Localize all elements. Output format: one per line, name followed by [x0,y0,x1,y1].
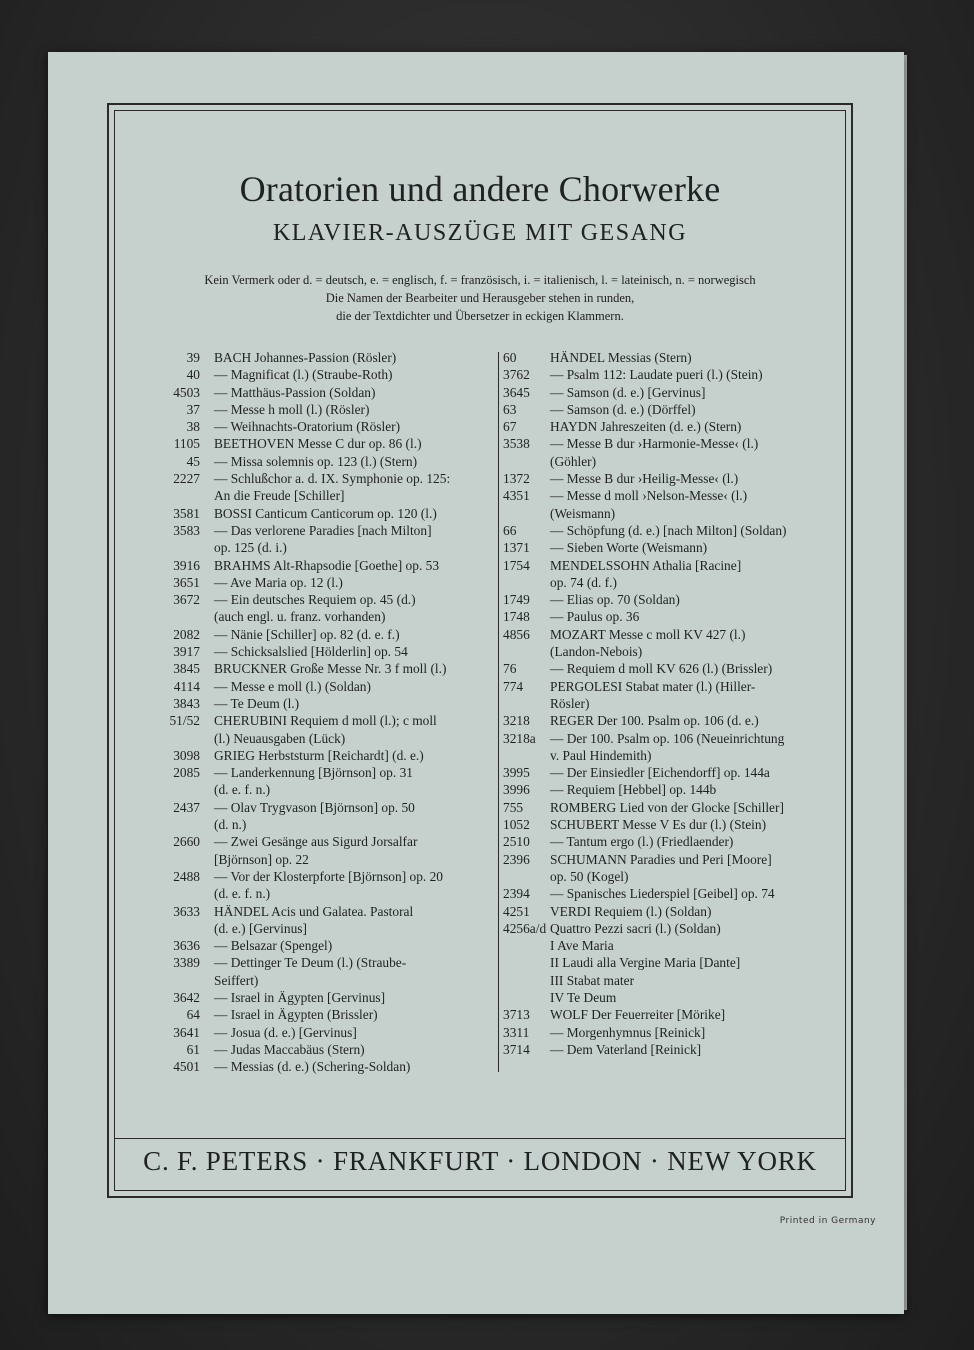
catalog-entry [503,505,839,522]
catalog-number: 774 [503,678,524,694]
catalog-number: 37 [186,401,200,417]
work-title: v. Paul Hindemith) [550,747,652,763]
work-title: (Weismann) [550,505,616,521]
catalog-number: 63 [503,401,517,417]
catalog-number: 64 [186,1007,200,1023]
catalog-number: 3672 [173,592,200,608]
catalog-number [140,487,200,504]
catalog-number [503,574,536,591]
catalog-entry [503,626,839,643]
work-title: — Judas Maccabäus (Stern) [214,1041,365,1057]
catalog-entry [503,1041,839,1058]
work-title: — Schlußchor a. d. IX. Symphonie op. 125: [214,471,451,487]
work-title: BACH Johannes-Passion (Rösler) [214,350,397,365]
catalog-number: 3218 [503,713,530,729]
catalog-number: 2510 [503,834,530,850]
catalog-entry [503,730,839,747]
work-title: BRUCKNER Große Messe Nr. 3 f moll (l.) [214,661,447,677]
catalog-number: 1754 [503,557,530,573]
work-title: IV Te Deum [550,989,617,1005]
catalog-number: 2396 [503,851,530,867]
catalog-number [503,747,536,764]
column-divider [498,352,499,1072]
catalog-number: 39 [186,350,200,365]
work-title: — Ein deutsches Requiem op. 45 (d.) [214,592,416,608]
catalog-entry [503,401,839,418]
catalog-number [140,816,200,833]
catalog-number: 3098 [173,747,200,763]
work-title: — Landerkennung [Björnson] op. 31 [214,765,413,781]
work-title: MOZART Messe c moll KV 427 (l.) [550,626,746,642]
catalog-entry [140,747,496,764]
note-line: Die Namen der Bearbeiter und Herausgeber stehen in runden, [325,291,635,305]
work-title: [Björnson] op. 22 [214,851,309,867]
catalog-number: 2082 [173,626,200,642]
work-title: — Requiem [Hebbel] op. 144b [550,782,717,798]
catalog-entry [503,937,839,954]
work-title: — Das verlorene Paradies [nach Milton] [214,522,432,538]
work-title: BRAHMS Alt-Rhapsodie [Goethe] op. 53 [214,557,440,573]
catalog-number: 1371 [503,540,530,556]
work-title: PERGOLESI Stabat mater (l.) (Hiller- [550,678,756,694]
catalog-entry [140,384,496,401]
catalog-entry [503,349,839,366]
work-title: II Laudi alla Vergine Maria [Dante] [550,955,741,971]
catalog-entry [503,920,839,937]
catalog-entry [140,1041,496,1058]
catalog-entry [140,591,496,608]
catalog-number [140,539,200,556]
work-title: — Vor der Klosterpforte [Björnson] op. 20 [214,868,443,884]
note-line: Kein Vermerk oder d. = deutsch, e. = englisch, f. = französisch, i. = italienisch, l. = lateinisch, n. = norwegisch [204,273,756,287]
catalog-entry [503,1006,839,1023]
catalog-number: 3218a [503,730,536,746]
catalog-entry [503,418,839,435]
note-line: die der Textdichter und Übersetzer in eckigen Klammern. [336,309,624,323]
catalog-entry [503,833,839,850]
catalog-entry [140,366,496,383]
catalog-entry [140,781,496,798]
work-title: (auch engl. u. franz. vorhanden) [214,609,386,625]
catalog-number [503,937,536,954]
work-title: — Spanisches Liederspiel [Geibel] op. 74 [550,886,775,902]
work-title: — Der 100. Psalm op. 106 (Neueinrichtung [550,730,785,746]
work-title: — Schicksalslied [Hölderlin] op. 54 [214,644,408,660]
catalog-entry [140,764,496,781]
catalog-entry [140,418,496,435]
catalog-number: 3843 [173,695,200,711]
catalog-entry [140,626,496,643]
work-title: — Schöpfung (d. e.) [nach Milton] (Soldan) [550,522,787,538]
work-title: VERDI Requiem (l.) (Soldan) [550,903,712,919]
work-title: — Messe B dur ›Heilig-Messe‹ (l.) [550,471,739,487]
catalog-number: 2227 [173,471,200,487]
catalog-entry [503,868,839,885]
work-title: HAYDN Jahreszeiten (d. e.) (Stern) [550,419,742,435]
catalog-entry [503,764,839,781]
catalog-number: 51/52 [169,713,200,729]
catalog-number: 3642 [173,989,200,1005]
catalog-entry [503,954,839,971]
catalog-number: 3651 [173,574,200,590]
catalog-number [503,868,536,885]
catalog-number [503,505,536,522]
work-title: — Missa solemnis op. 123 (l.) (Stern) [214,453,418,469]
work-title: ROMBERG Lied von der Glocke [Schiller] [550,799,784,815]
catalog-number: 1052 [503,817,530,833]
catalog-number: 3917 [173,644,200,660]
catalog-entry [140,695,496,712]
catalog-entry [140,522,496,539]
work-title: — Josua (d. e.) [Gervinus] [214,1024,357,1040]
catalog-number: 1749 [503,592,530,608]
catalog-number: 3311 [503,1024,530,1040]
catalog-entry [140,539,496,556]
work-title: — Israel in Ägypten (Brissler) [214,1007,378,1023]
catalog-number: 3538 [503,436,530,452]
work-title: CHERUBINI Requiem d moll (l.); c moll [214,713,437,729]
catalog-number [140,972,200,989]
catalog-entry [140,920,496,937]
work-title: BOSSI Canticum Canticorum op. 120 (l.) [214,505,437,521]
catalog-number [140,851,200,868]
work-title: — Dem Vaterland [Reinick] [550,1041,702,1057]
catalog-number: 3581 [173,505,200,521]
catalog-number: 4503 [173,384,200,400]
catalog-number: 4251 [503,903,530,919]
catalog-entry [140,730,496,747]
catalog-entry [503,574,839,591]
work-title: — Samson (d. e.) (Dörffel) [550,401,696,417]
catalog-number [503,695,536,712]
work-title: (d. e. f. n.) [214,886,271,902]
work-title: WOLF Der Feuerreiter [Mörike] [550,1007,726,1023]
catalog-entry [503,435,839,452]
catalog-entry [503,660,839,677]
catalog-number: 45 [186,453,200,469]
catalog-number: 40 [186,367,200,383]
catalog-entry [140,608,496,625]
catalog-number: 60 [503,350,517,365]
work-title: Rösler) [550,695,590,711]
catalog-entry [503,608,839,625]
catalog-number: 4351 [503,488,530,504]
catalog-entry [140,799,496,816]
catalog-entry [503,678,839,695]
work-title: op. 125 (d. i.) [214,540,287,556]
catalog-number: 3996 [503,782,530,798]
catalog-entry [140,557,496,574]
catalog-number: 3916 [173,557,200,573]
publisher-line: C. F. PETERS · FRANKFURT · LONDON · NEW YORK [143,1146,817,1176]
catalog-entry [503,989,839,1006]
catalog-number: 2394 [503,886,530,902]
catalog-number: 3636 [173,938,200,954]
catalog-entry [503,487,839,504]
work-title: — Ave Maria op. 12 (l.) [214,574,343,590]
work-title: (Göhler) [550,453,597,469]
catalog-entry [503,384,839,401]
catalog-entry [503,557,839,574]
catalog-number: 2437 [173,799,200,815]
work-title: — Morgenhymnus [Reinick] [550,1024,706,1040]
catalog-entry [503,799,839,816]
catalog-entry [140,868,496,885]
work-title: SCHUBERT Messe V Es dur (l.) (Stein) [550,817,767,833]
catalog-number: 3641 [173,1024,200,1040]
catalog-number: 755 [503,799,524,815]
page-title: Oratorien und andere Chorwerke [239,169,721,209]
catalog-number: 3645 [503,384,530,400]
work-title: — Dettinger Te Deum (l.) (Straube- [214,955,407,971]
work-title: I Ave Maria [550,938,614,954]
catalog-entry [503,1024,839,1041]
catalog-number: 4501 [173,1059,200,1075]
catalog-entry [140,1058,496,1075]
catalog-entry [140,470,496,487]
work-title: — Messe h moll (l.) (Rösler) [214,401,370,417]
catalog-entry [503,747,839,764]
catalog-entry [140,574,496,591]
work-title: — Der Einsiedler [Eichendorff] op. 144a [550,765,770,781]
catalog-number [140,781,200,798]
catalog-right-column [503,349,839,1058]
catalog-entry [503,972,839,989]
work-title: — Matthäus-Passion (Soldan) [214,384,376,400]
catalog-number: 3389 [173,955,200,971]
catalog-number [503,453,536,470]
catalog-entry [140,453,496,470]
catalog-number: 76 [503,661,517,677]
catalog-number [503,972,536,989]
footer-rule [114,1138,846,1139]
catalog-number [140,885,200,902]
catalog-number: 3633 [173,903,200,919]
work-title: — Messe B dur ›Harmonie-Messe‹ (l.) [550,436,759,452]
catalog-number [503,989,536,1006]
work-title: HÄNDEL Acis und Galatea. Pastoral [214,903,414,919]
catalog-entry [140,903,496,920]
catalog-entry [503,643,839,660]
catalog-entry [503,851,839,868]
catalog-number: 4114 [173,678,200,694]
work-title: BEETHOVEN Messe C dur op. 86 (l.) [214,436,422,452]
work-title: — Olav Trygvason [Björnson] op. 50 [214,799,415,815]
work-title: GRIEG Herbststurm [Reichardt] (d. e.) [214,747,424,763]
catalog-entry [140,989,496,1006]
catalog-entry [140,937,496,954]
work-title: — Israel in Ägypten [Gervinus] [214,989,386,1005]
work-title: HÄNDEL Messias (Stern) [550,350,692,365]
work-title: — Messe d moll ›Nelson-Messe‹ (l.) [550,488,748,504]
catalog-entry [140,401,496,418]
catalog-number: 3762 [503,367,530,383]
catalog-entry [140,1024,496,1041]
catalog-entry [140,643,496,660]
catalog-number: 3995 [503,765,530,781]
work-title: — Te Deum (l.) [214,695,300,711]
catalog-number: 66 [503,522,517,538]
catalog-entry [503,591,839,608]
work-title: — Magnificat (l.) (Straube-Roth) [214,367,393,383]
catalog-number [140,920,200,937]
work-title: — Sieben Worte (Weismann) [550,540,708,556]
catalog-number [140,608,200,625]
catalog-number: 3583 [173,522,200,538]
catalog-entry [503,781,839,798]
catalog-entry [503,470,839,487]
work-title: — Elias op. 70 (Soldan) [550,592,680,608]
catalog-entry [140,660,496,677]
catalog-entry [140,816,496,833]
work-title: — Psalm 112: Laudate pueri (l.) (Stein) [550,367,763,383]
work-title: — Messe e moll (l.) (Soldan) [214,678,371,694]
catalog-number: 2660 [173,834,200,850]
catalog-entry [140,885,496,902]
catalog-entry [140,833,496,850]
work-title: (d. n.) [214,817,247,833]
catalog-entry [503,522,839,539]
catalog-number: 4856 [503,626,530,642]
catalog-entry [140,972,496,989]
catalog-entry [503,453,839,470]
work-title: MENDELSSOHN Athalia [Racine] [550,557,742,573]
catalog-entry [140,678,496,695]
work-title: — Belsazar (Spengel) [214,938,333,954]
catalog-number: 2085 [173,765,200,781]
catalog-entry [140,505,496,522]
work-title: — Requiem d moll KV 626 (l.) (Brissler) [550,661,773,677]
catalog-entry [140,954,496,971]
catalog-number: 3714 [503,1041,530,1057]
catalog-entry [503,885,839,902]
catalog-number: 3845 [173,661,200,677]
work-title: — Zwei Gesänge aus Sigurd Jorsalfar [214,834,418,850]
catalog-number: 2488 [173,868,200,884]
work-title: III Stabat mater [550,972,635,988]
work-title: (d. e.) [Gervinus] [214,920,307,936]
catalog-entry [503,695,839,712]
catalog-number: 3713 [503,1007,530,1023]
printed-in-label: Printed in Germany [779,1216,876,1226]
catalog-entry [140,1006,496,1023]
catalog-entry [503,903,839,920]
work-title: An die Freude [Schiller] [214,488,345,504]
work-title: — Messias (d. e.) (Schering-Soldan) [214,1059,411,1075]
catalog-number: 61 [186,1041,200,1057]
work-title: (d. e. f. n.) [214,782,271,798]
catalog-entry [503,366,839,383]
catalog-entry [140,349,496,366]
work-title: — Nänie [Schiller] op. 82 (d. e. f.) [214,626,400,642]
work-title: — Weihnachts-Oratorium (Rösler) [214,419,401,435]
catalog-entry [503,712,839,729]
work-title: REGER Der 100. Psalm op. 106 (d. e.) [550,713,759,729]
catalog-entry [503,816,839,833]
page-subtitle: KLAVIER-AUSZÜGE MIT GESANG [272,220,688,246]
work-title: SCHUMANN Paradies und Peri [Moore] [550,851,772,867]
work-title: — Paulus op. 36 [550,609,640,625]
catalog-number: 1372 [503,471,530,487]
work-title: Quattro Pezzi sacri (l.) (Soldan) [550,920,721,936]
abbreviation-notes [114,271,846,325]
catalog-number: 1105 [173,436,200,452]
catalog-entry [140,487,496,504]
catalog-number: 67 [503,419,517,435]
catalog-entry [140,435,496,452]
catalog-number [140,730,200,747]
catalog-number [503,643,536,660]
catalog-entry [503,539,839,556]
work-title: (Landon-Nebois) [550,644,643,660]
work-title: op. 50 (Kogel) [550,868,629,884]
work-title: — Tantum ergo (l.) (Friedlaender) [550,834,734,850]
catalog-entry [140,712,496,729]
work-title: — Samson (d. e.) [Gervinus] [550,384,706,400]
catalog-left-column [140,349,496,1075]
catalog-number [503,954,536,971]
work-title: op. 74 (d. f.) [550,574,617,590]
catalog-number: 4256a/d [503,920,547,936]
catalog-number: 1748 [503,609,530,625]
work-title: (l.) Neuausgaben (Lück) [214,730,346,746]
catalog-number: 38 [186,419,200,435]
work-title: Seiffert) [214,972,259,988]
catalog-entry [140,851,496,868]
